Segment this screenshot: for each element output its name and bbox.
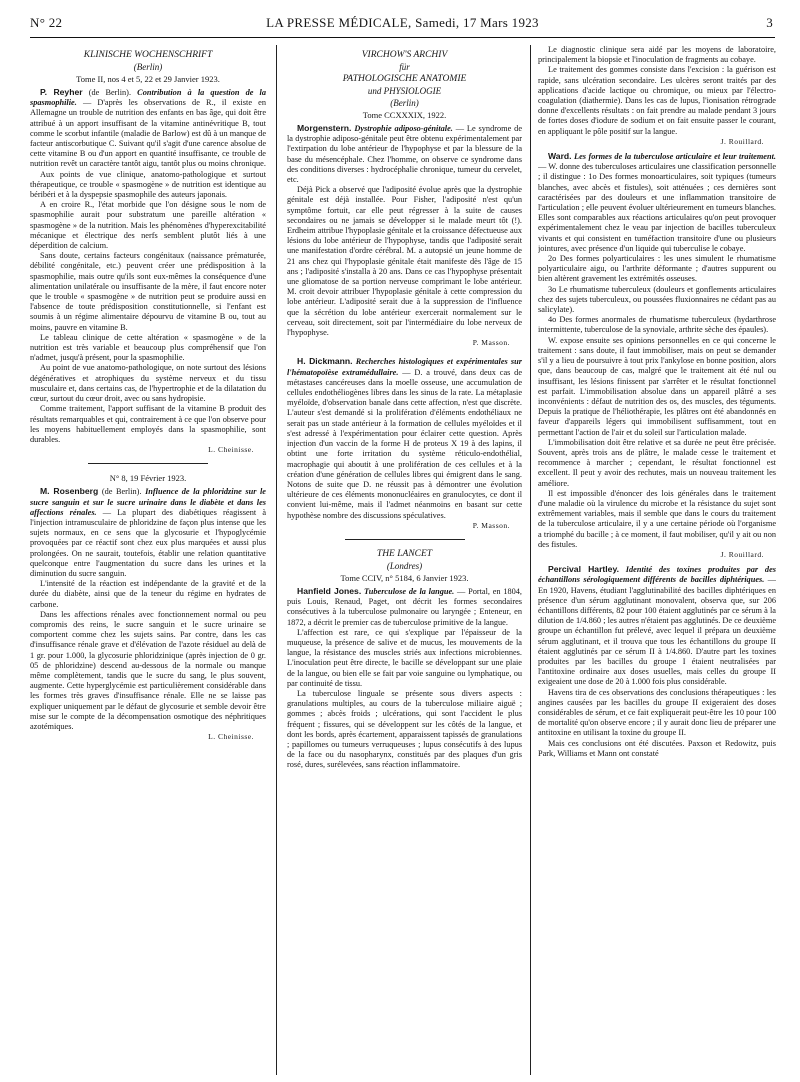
journal-city: (Londres): [386, 560, 423, 571]
journal-city: (Berlin): [133, 62, 163, 72]
column-divider: [530, 45, 531, 1075]
article-paragraph: 2o Des formes polyarticulaires : les unes simulent le rhumatisme polyarticulaire aigu, ou l'arthrite déformante ; d'autres suppurent ou bien altèrent gravement les extrémités osseuses.: [538, 254, 776, 284]
article-paragraph: Le tableau clinique de cette altération « spasmogène » de la nutrition est très variable et beaucoup plus compréhensif que l'on n'admet, jusqu'à présent, pour la spasmophilie.: [30, 332, 266, 363]
column-1: [30, 45, 266, 1075]
section-rule: [88, 463, 208, 464]
article-text: — Portal, en 1804, puis Louis, Renaud, Paget, ont décrit les formes secondaires consécutives à la tuberculose pulmonaire ou laryngée ; Enteneur, en 1872, a décrit le premier cas de tuberculose primitive de la langue.: [287, 586, 522, 627]
article-signature: L. Cheinisse.: [208, 732, 254, 742]
article-paragraph: [30, 486, 266, 579]
article-signature: J. Rouillard.: [720, 549, 764, 559]
article-author: M. Rosenberg: [40, 486, 99, 497]
column-3: [538, 45, 776, 1075]
article-paragraph: Havens tira de ces observations des conclusions thérapeutiques : les angines causées par les bacilles du groupe II exigeraient des doses considérables de sérum, et ce fait expliquerait peut-être les 10 pour 100 de mortalité qu'on observe encore ; il y aurait donc lieu de préparer une antitoxine en utilisant la toxine du groupe II.: [538, 687, 776, 738]
page-number: 3: [766, 15, 773, 30]
article-text: — En 1920, Havens, étudiant l'agglutinabilité des bacilles diphtériques en présence d'un sérum agglutinant monovalent, observa que, sur 206 échantillons différents, 82 pour 100 étaient agglutinés par ce sérum à la dilution de 1/4.860 ; les autres n'étaient pas agglutinés. De ce deuxième groupe un échantillon fut prélevé, avec lequel il prépara un deuxième sérum agglutinant, et il trouva que tous les échantillons du groupe II étaient agglutinés par ce sérum II à 1/4.860. D'autre part les toxines produites par les bacilles du groupe I étaient neutralisées par l'antitoxine ordinaire aux doses usuelles, mais celles du groupe II exigeaient une dose de 20 à 1.000 fois plus considérable.: [538, 575, 776, 687]
article-signature: L. Cheinisse.: [208, 445, 254, 455]
volume-line: Tome II, nos 4 et 5, 22 et 29 Janvier 1923.: [76, 74, 220, 84]
article-author: P. Reyher: [40, 87, 83, 97]
article-paragraph: W. expose ensuite ses opinions personnelles en ce qui concerne le traitement : sans doute, il faut immobiliser, mais on peut se demander s'il y a lieu de poursuivre à tout prix l'ankylose en bonne position, alors que, dans beaucoup de cas, malgré que le traitement ait été nul ou insuffisant, les lésions finissent par s'arrêter et le résultat fonctionnel est parfait. L'immobilisation absolue dans un appareil plâtré a ses inconvénients : défaut de nutrition des os, des muscles, des téguments. Depuis la pratique de l'héliothérapie, les plâtres ont été abandonnés en faveur d'appareils légers qui immobilisent suffisamment, tout en permettant l'action de l'air et du soleil sur l'articulation malade.: [538, 335, 776, 437]
volume-line: Tome CCIV, n° 5184, 6 Janvier 1923.: [340, 572, 469, 583]
journal-title-line2: PATHOLOGISCHE ANATOMIE: [342, 74, 467, 84]
article-author: Ward.: [548, 151, 572, 162]
issue-number: N° 22: [30, 15, 63, 30]
article-paragraph: [30, 87, 266, 170]
article-paragraph: Déjà Pick a observé que l'adiposité évolue après que la dystrophie génitale est déjà installée. Pour Fisher, l'adiposité n'est qu'un symptôme fortuit, car elle peut régresser à la suite de causes secondaires ou ne jamais se développer si le malade meurt tôt (!). Erdheim attribue l'hypoplasie génitale et la croissance défectueuse aux lésions du lobe antérieur de l'hypophyse, tandis que l'adiposité serait une manifestation d'ordre cérébral. M. a autopsié un jeune homme de 21 ans chez qui l'hypoplasie génitale était manifeste dès l'âge de 15 ans ; l'adiposité s'installa à 20 ans. Dans ce cas l'hypophyse présentait une gliomatose de sa portion nerveuse comprimant le lobe antérieur. M. croit devoir attribuer l'hypoplasie génitale à cette compression du lobe antérieur. L'adiposité serait due à la suppression de l'influence que la sécrétion du lobe antérieur exercerait normalement sur le cerveau, soit directement, soit par l'intermédiaire du lobe nerveux de l'hypophyse.: [287, 185, 522, 338]
journal-title-line3: und PHYSIOLOGIE: [367, 86, 442, 96]
article-paragraph: Comme traitement, l'apport suffisant de la vitamine B produit des résultats remarquables et qui, contrairement à ce que l'on observe pour les moyens habituellement employés dans la spasmophilie, sont durables.: [30, 404, 266, 444]
article-author: Hanfield Jones.: [297, 585, 362, 596]
article-text: — La plupart des diabétiques réagissent à l'injection intramusculaire de phloridzine de façon plus intense que les sujets normaux, en ce sens que la glycosurie et l'hypoglycémie provoquées par ce réactif sont chez eux plus marquées et aussi plus prolongées. On ne saurait, toutefois, établir une relation quantitative quelconque entre l'augmentation du sucre dans les urines et la diminution du sucre sanguin.: [30, 507, 266, 578]
volume-line: N° 8, 19 Février 1923.: [109, 473, 187, 484]
article-title: Les formes de la tuberculose articulaire et leur traitement.: [571, 152, 776, 162]
article-paragraph: 4o Des formes anormales de rhumatisme tuberculeux (hydarthrose intermittente, tuberculose de la synoviale, arthrite sèche des épaules).: [538, 315, 776, 335]
article-title: Identité des toxines produites par des échantillons sérologiquement différents de bacilles diphtériques.: [538, 565, 776, 585]
journal-title: KLINISCHE WOCHENSCHRIFT: [83, 50, 213, 60]
article-paragraph: 3o Le rhumatisme tuberculeux (douleurs et gonflements articulaires chez des sujets tuberculeux, ou poussées fluxionnaires ne cédant pas au salicylate).: [538, 284, 776, 315]
article-text: — Le syndrome de la dystrophie adiposo-génitale peut être obtenu expérimentalement par l'extirpation du lobe antérieur de l'hypophyse et par la blessure de la base du mésencéphale. Chez l'homme, on observe ce syndrome dans des conditions diverses : hydrocéphalie chronique, tumeur du cervelet, etc.: [287, 124, 522, 185]
article-text: — D'après les observations de R., il existe en Allemagne un trouble de nutrition des enfants en bas âge, qui doit être attribué à un apport insuffisant de la vitamine antinévritique B, tout comme le scorbut infantile (maladie de Barlow) est dû à un manque de facteur antiscorbutique C. Suivant qu'il s'agit d'une carence absolue de cette vitamine B ou d'un apport en quantité insuffisante, ce trouble de nutrition revêt un caractère tantôt aigu, tantôt plus ou moins chronique.: [30, 98, 266, 169]
article-paragraph: [538, 564, 776, 687]
article-paragraph: Le diagnostic clinique sera aidé par les moyens de laboratoire, principalement la biopsie et l'inoculation de fragments au cobaye.: [538, 45, 776, 65]
article-author: Percival Hartley.: [548, 564, 619, 575]
running-title: LA PRESSE MÉDICALE, Samedi, 17 Mars 1923: [266, 15, 539, 30]
article-text: — W. donne des tuberculoses articulaires une classification personnelle ; il distingue : 1o Des formes monoarticulaires, soit typiques (tumeurs blanches, avec abcès et fistules), soit atténuées ; ces dernières sont caractérisées par des douleurs et une inflammation transitoire de l'articulation ; elle peuvent évoluer ultérieurement en tumeurs blanches. Elles sont comparables aux réactions articulaires qu'on peut provoquer expérimentalement chez le veau par injection de bacilles tuberculeux vivants et qui consistent en tuméfaction transitoire d'une ou plusieurs jointures, avec présence d'un liquide qui tuberculise le cobaye.: [538, 162, 776, 253]
article-signature: J. Rouillard.: [720, 136, 764, 146]
article-paragraph: Le traitement des gommes consiste dans l'excision : la guérison est rapide, sans ulcération secondaire. Les ulcères seront traités par des applications d'acide lactique ou chromique, ou mieux par l'électro-coagulation (diathermie). Dans les cas de lupus, l'ionisation rétrograde donne d'excellents résultats : on fait prendre au malade pendant 3 jours de fortes doses d'iodure de sodium et on fait ensuite passer le courant, en appliquant le pôle positif sur la langue.: [538, 65, 776, 136]
journal-city: (Berlin): [390, 98, 419, 108]
page-header: [30, 15, 775, 38]
article-title: Tuberculose de la langue.: [361, 586, 455, 596]
article-text: — D. a trouvé, dans deux cas de métastases cancéreuses dans la moelle osseuse, une accumulation de cellules endothéliogènes libres dans les sinus de la rate. La métaplasie myéloïde, d'observation banale dans cette affection, n'est que discrète. L'auteur s'est demandé si la prolifération d'éléments endothéliaux ne serait pas un stade antérieur à la formation de cellules myéloïdes et il s'est adressé à l'expérimentation pour éclairer cette question. Après injection d'un vaccin de la forme H de proteus X 19 à des lapins, il obtint une forte irritation du système réticulo-endothélial, macrophagie qui aboutit à une prolifération de ces cellules et à la création d'une génération de cellules libres qui émigrent dans le sang. Notons de suite que D. ne réussit pas à démontrer une évolution ultérieure de ces éléments mononucléaires en granulocytes, ce dont il convient lui-même, mais il l'admet néanmoins en basant sur cette hypothèse nombre des discussions spéculatives.: [287, 367, 522, 520]
article-paragraph: [287, 356, 522, 520]
article-paragraph: Sans doute, certains facteurs congénitaux (naissance prématurée, débilité congénitale, etc.) peuvent créer une prédisposition à la spasmophilie, mais outre qu'ils sont eux-mêmes la conséquence d'une alimentation unilatérale ou insuffisante de la mère, il faut encore noter que le trouble « spasmogène » de nutrition peut se produire aussi en l'absence de toute prédisposition constitutionnelle, si l'enfant est soumis à un régime alimentaire dépourvu de vitamine B ou, tout au moins, pauvre en vitamine B.: [30, 251, 266, 332]
journal-title: THE LANCET: [376, 548, 433, 559]
article-paragraph: L'intensité de la réaction est indépendante de la gravité et de la durée du diabète, ainsi que de la teneur du régime en hydrates de carbone.: [30, 579, 266, 609]
article-affiliation: (de Berlin).: [82, 88, 138, 97]
article-paragraph: Dans les affections rénales avec fonctionnement normal ou peu compromis des reins, le sucre sanguin et le sucre urinaire se comportent comme chez les sujets sains. Par contre, dans les cas d'insuffisance rénale grave et d'élévation de l'azote résiduel au delà de 1 gr. pour 1.000, la glycosurie phloridzinique (après injection de 0 gr. 05 de phloridzine) descend au-dessous de la normale ou manque même complètement, tandis que le sucre du sang, le plus souvent, augmente. Cette hyperglycémie est particulièrement considérable dans les formes très graves d'insuffisance rénale. Elle ne se laisse pas expliquer uniquement par le défaut de glycosurie et semble devoir être mise sur le compte de la décompensation osmotique des néphritiques azotémiques.: [30, 609, 266, 731]
journal-title: VIRCHOW'S ARCHIV: [361, 50, 448, 60]
journal-title-fur: für: [399, 62, 410, 72]
article-affiliation: (de Berlin).: [98, 487, 146, 497]
article-paragraph: [287, 123, 522, 185]
article-paragraph: [287, 586, 522, 628]
article-author: H. Dickmann.: [297, 356, 353, 367]
article-title: Contribution à la question de la spasmophilie.: [30, 88, 266, 108]
article-paragraph: L'affection est rare, ce qui s'explique par l'épaisseur de la muqueuse, la présence de salive et de mucus, les mouvements de la langue, la résistance des muscles striés aux infections microbiennes. L'inoculation peut être directe, le bacille se développant sur une plaie de la langue, ou bien elle se fait par voie sanguine ou lymphatique, ou par continuité de tissu.: [287, 627, 522, 688]
article-signature: P. Masson.: [472, 338, 510, 348]
article-paragraph: Il est impossible d'énoncer des lois générales dans le traitement d'une maladie où la virulence du microbe et la résistance du sujet sont extrêmement variables, mais il semble que dans le cours du traitement de la tuberculose articulaire, il y a une certaine période où l'organisme a triomphé du bacille ; à ce moment, il faut mobiliser, qu'il y ait ou non des fistules.: [538, 488, 776, 549]
article-title: Dystrophie adiposo-génitale.: [351, 124, 453, 133]
column-2: [287, 45, 522, 1075]
article-paragraph: La tuberculose linguale se présente sous divers aspects : granulations multiples, au cours de la tuberculose miliaire aiguë ; gommes ; abcès froids ; ulcérations, qui sont l'accident le plus fréquent ; fissures, qui se développent sur les côtés de la langue, et dont les bords, après écartement, apparaissent tapissés de granulations ; papillomes ou tumeurs verruqueuses ; lupus consécutifs à des lupus de la face ou du nasopharynx, constitués par des plaques d'un gris rosé, dures, surélevées, sans réaction inflammatoire.: [287, 688, 522, 770]
section-rule: [345, 539, 465, 540]
article-paragraph: A en croire R., l'état morbide que l'on désigne sous le nom de spasmophilie aurait pour substratum une pareille altération « spasmogène » de la nutrition. Mais les phénomènes d'hyperexcitabilité mécanique et électrique des nerfs semblent plutôt liés à une déperdition de calcium.: [30, 200, 266, 251]
article-paragraph: [538, 151, 776, 254]
article-paragraph: L'immobilisation doit être relative et sa durée ne peut être précisée. Souvent, après trois ans de plâtre, le malade cesse le traitement et recommence à marcher ; cependant, le résultat fonctionnel est excellent. Il peut y avoir des rechutes, mais un nouveau traitement les améliore.: [538, 437, 776, 488]
article-title: Influence de la phloridzine sur le sucre sanguin et sur le sucre urinaire dans le diabète et dans les affections rénales.: [30, 487, 266, 517]
article-paragraph: Au point de vue anatomo-pathologique, on note surtout des lésions dégénératives et atrophiques du système nerveux et du tissu musculaire et, dans certains cas, de l'hypertrophie et de la dilatation du cœur, surtout du cœur droit, avec ou sans hydropisie.: [30, 363, 266, 404]
article-author: Morgenstern.: [297, 123, 352, 133]
article-title: Recherches histologiques et expérimentales sur l'hématopoïèse extramédullaire.: [287, 357, 522, 377]
column-divider: [276, 45, 277, 1075]
article-paragraph: Aux points de vue clinique, anatomo-pathologique et surtout thérapeutique, ce trouble « spasmogène » de nutrition est identique au béribéri et à la dyspepsie spasmophile des auteurs japonais.: [30, 169, 266, 200]
article-signature: P. Masson.: [472, 520, 510, 530]
volume-line: Tome CCXXXIX, 1922.: [362, 110, 447, 120]
article-paragraph: Mais ces conclusions ont été discutées. Paxson et Redowitz, puis Park, Williams et Mann ont constaté: [538, 738, 776, 758]
